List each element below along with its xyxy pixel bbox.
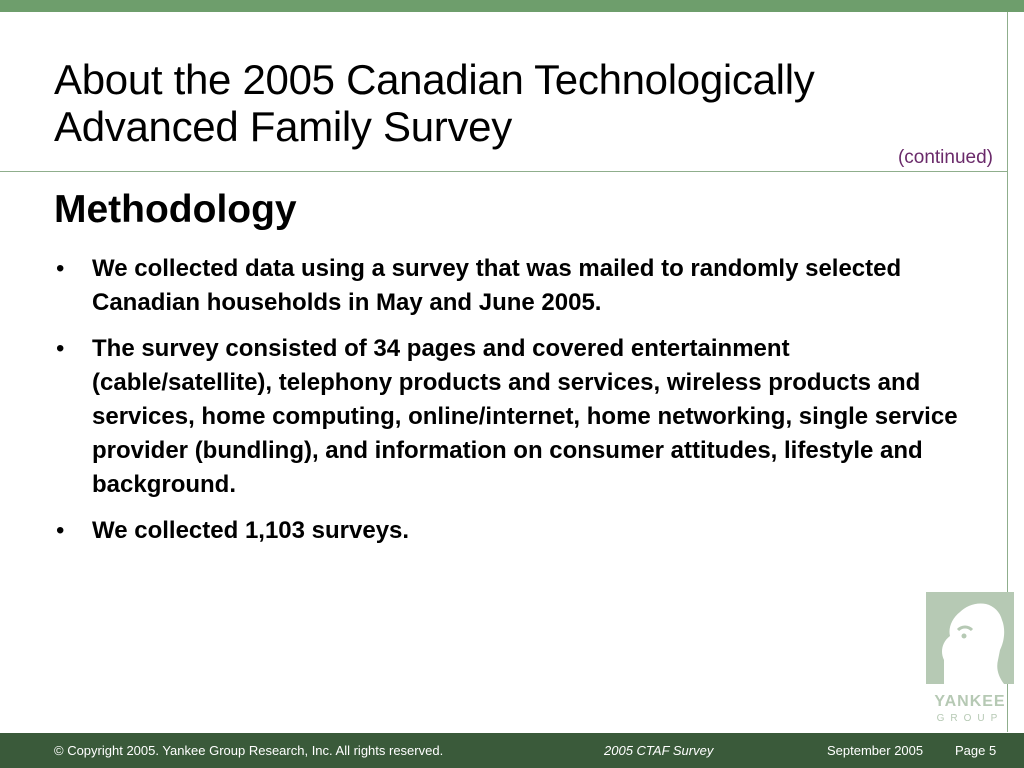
footer-survey-name: 2005 CTAF Survey — [604, 743, 714, 758]
bullet-text: The survey consisted of 34 pages and covered entertainment (cable/satellite), telephony products and services, wireless products and services, home computing, online/internet, home networking, single service provider (bundling), and information on consumer attitudes, lifestyle and background. — [92, 335, 958, 498]
footer-date: September 2005 — [827, 743, 924, 758]
footer-bar — [0, 733, 1024, 768]
bullet-item — [54, 514, 964, 548]
footer-page-number: Page 5 — [955, 743, 997, 758]
bullet-icon: • — [56, 517, 65, 544]
bullet-item — [54, 332, 964, 502]
yankee-group-logo-icon — [924, 590, 1016, 725]
logo-word-yankee: YANKEE — [934, 693, 1006, 710]
slide-title-line-1: About the 2005 Canadian Technologically — [54, 56, 815, 103]
bullet-item — [54, 252, 964, 320]
slide-title — [54, 56, 994, 150]
top-accent-bar — [0, 0, 1024, 12]
bullet-text: We collected data using a survey that was mailed to randomly selected Canadian households in May and June 2005. — [92, 255, 902, 316]
section-heading: Methodology — [54, 188, 297, 231]
slide-title-line-2: Advanced Family Survey — [54, 103, 512, 150]
logo-word-group: GROUP — [936, 713, 1004, 724]
footer-copyright: © Copyright 2005. Yankee Group Research, Inc. All rights reserved. — [54, 743, 444, 758]
bullet-list — [54, 252, 964, 560]
title-divider — [0, 171, 1008, 172]
bullet-icon: • — [56, 335, 65, 362]
bullet-icon: • — [56, 255, 65, 282]
bullet-text: We collected 1,103 surveys. — [92, 517, 410, 544]
continued-label: (continued) — [897, 147, 993, 168]
